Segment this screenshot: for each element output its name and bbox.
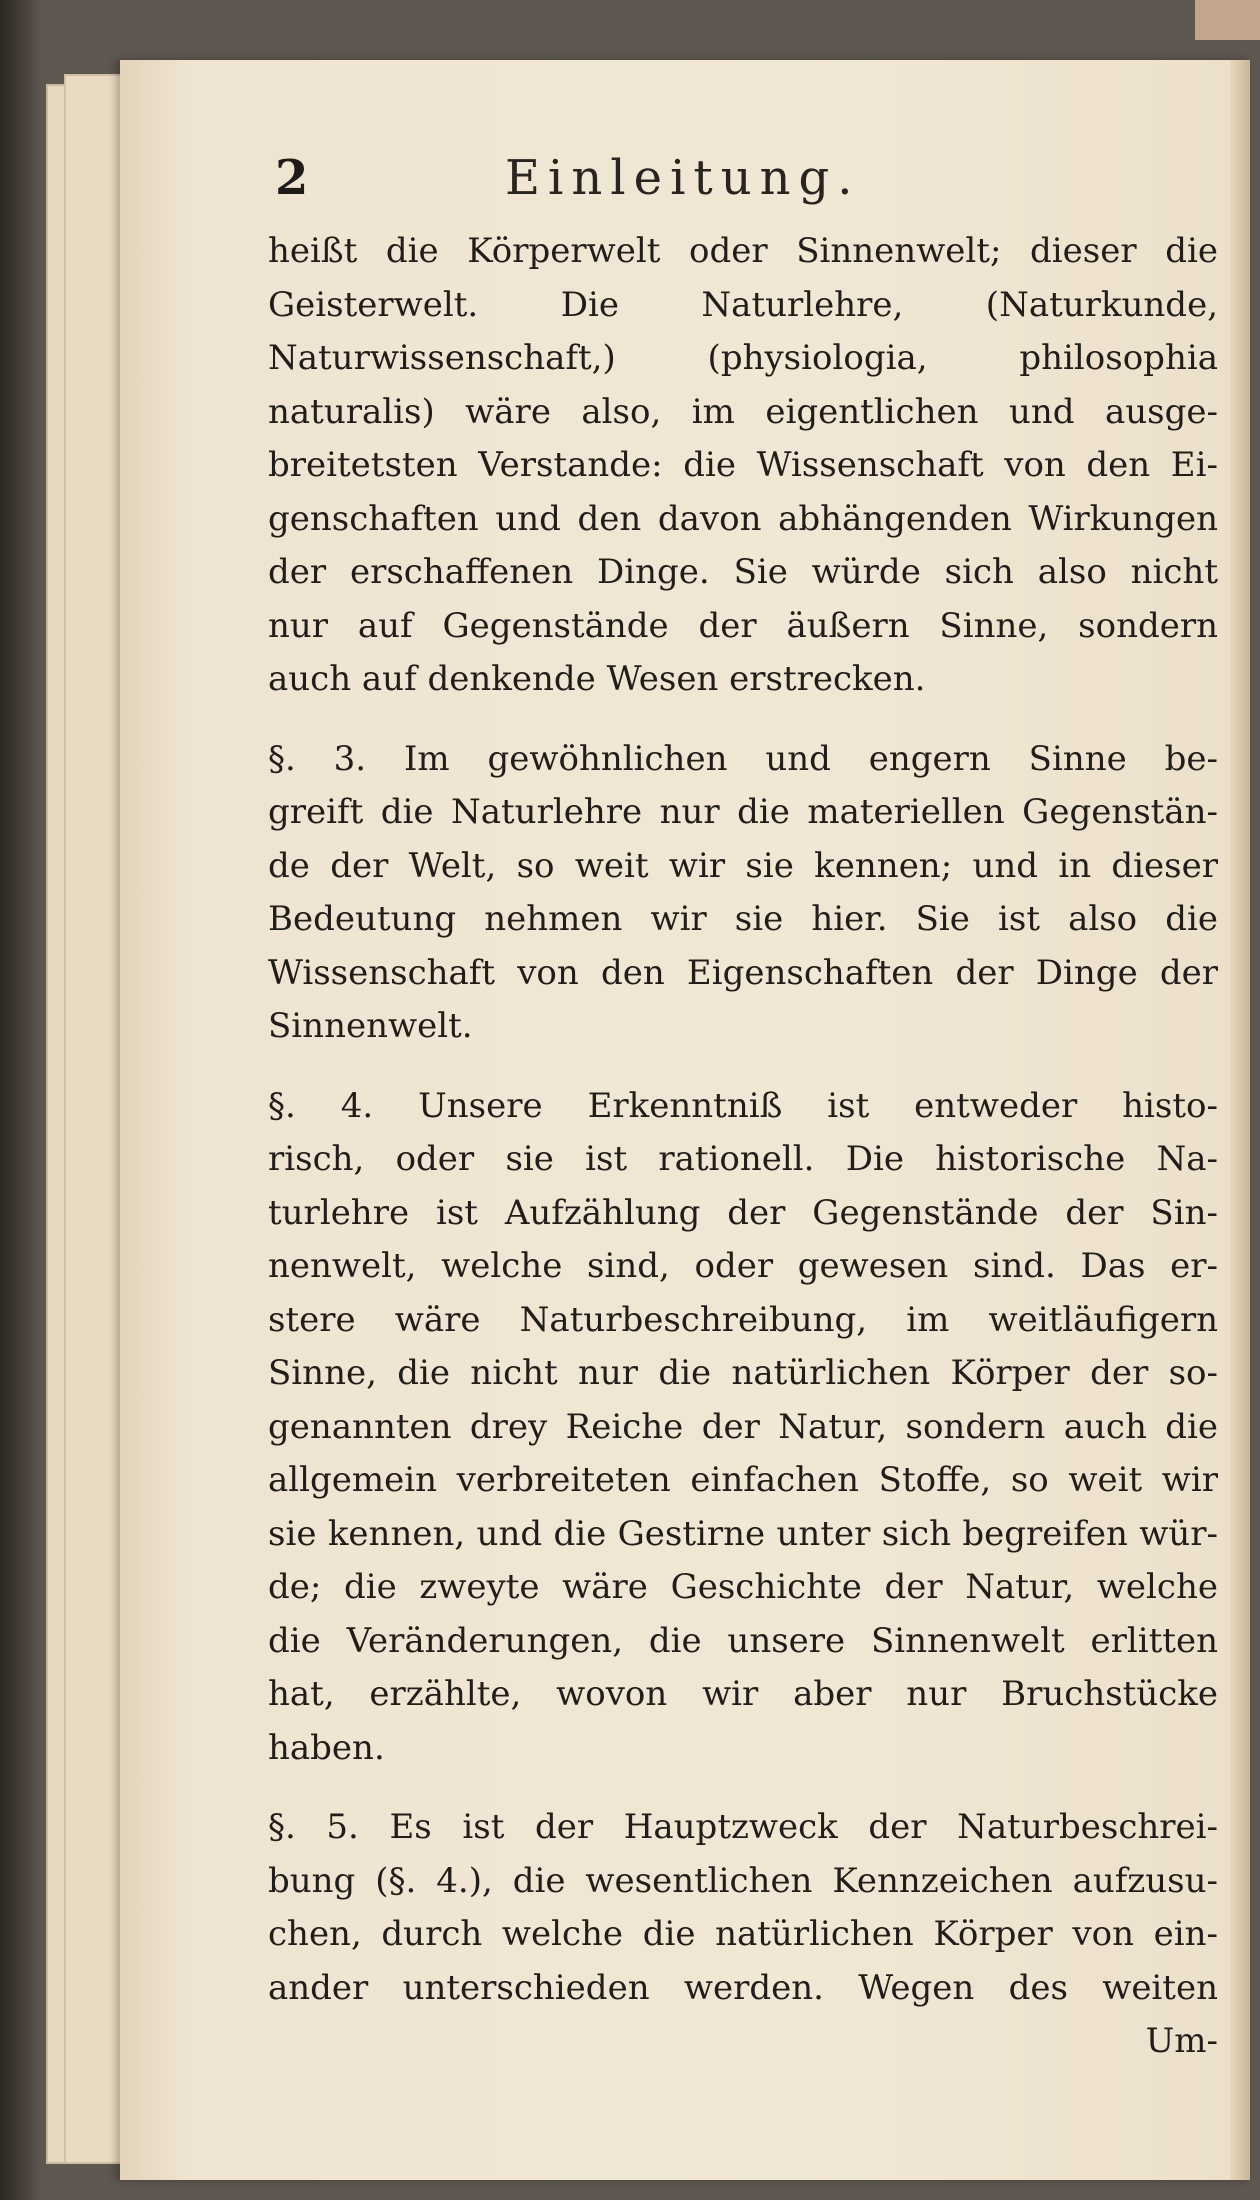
text-line: heißt die Körperwelt oder Sinnenwelt; dieser die bbox=[268, 231, 1218, 271]
running-title: Einleitung. bbox=[505, 150, 861, 206]
text-line: sie kennen, und die Gestirne unter sich begreifen wür- bbox=[268, 1513, 1218, 1554]
corner-background bbox=[1195, 0, 1260, 40]
text-line: allgemein verbreiteten einfachen Stoffe, so weit wir bbox=[268, 1460, 1218, 1500]
text-line: naturalis) wäre also, im eigentlichen und ausge- bbox=[268, 391, 1218, 432]
text-line: ander unterschieden werden. Wegen des weiten bbox=[268, 1967, 1218, 2008]
page-edge bbox=[1230, 60, 1250, 2180]
text-line: Naturwissenschaft,) (physiologia, philosophia bbox=[268, 338, 1218, 378]
catchword: Um- bbox=[1145, 2021, 1218, 2061]
text-line: nenwelt, welche sind, oder gewesen sind. Das er- bbox=[268, 1246, 1218, 1286]
text-line: §. 5. Es ist der Hauptzweck der Naturbeschrei- bbox=[268, 1807, 1218, 1847]
text-line: turlehre ist Aufzählung der Gegenstände der Sin- bbox=[268, 1192, 1218, 1233]
text-line: §. 4. Unsere Erkenntniß ist entweder histo- bbox=[268, 1085, 1218, 1126]
text-line: der erschaffenen Dinge. Sie würde sich also nicht bbox=[268, 552, 1218, 592]
paragraph-section-5 bbox=[268, 1801, 1218, 2069]
text-line: auch auf denkende Wesen erstrecken. bbox=[268, 659, 926, 699]
text-line: die Veränderungen, die unsere Sinnenwelt erlitten bbox=[268, 1620, 1218, 1661]
text-line: Bedeutung nehmen wir sie hier. Sie ist also die bbox=[268, 899, 1218, 939]
paragraph-gap bbox=[268, 1775, 1218, 1801]
text-line: stere wäre Naturbeschreibung, im weitläufigern bbox=[268, 1299, 1218, 1340]
text-line: breitetsten Verstande: die Wissenschaft von den Ei- bbox=[268, 445, 1218, 485]
page-header bbox=[275, 150, 1175, 220]
paragraph-section-3 bbox=[268, 733, 1218, 1054]
paragraph-gap bbox=[268, 1054, 1218, 1080]
text-line: bung (§. 4.), die wesentlichen Kennzeichen aufzusu- bbox=[268, 1860, 1218, 1901]
text-line: risch, oder sie ist rationell. Die historische Na- bbox=[268, 1139, 1218, 1179]
paragraph-gap bbox=[268, 707, 1218, 733]
text-line: Wissenschaft von den Eigenschaften der Dinge der bbox=[268, 952, 1218, 993]
paragraph-1 bbox=[268, 225, 1218, 707]
spine-shadow bbox=[0, 0, 40, 2200]
text-line: Sinne, die nicht nur die natürlichen Körper der so- bbox=[268, 1353, 1218, 1393]
text-line: genannten drey Reiche der Natur, sondern auch die bbox=[268, 1406, 1218, 1447]
page-number: 2 bbox=[275, 150, 309, 206]
text-line: de; die zweyte wäre Geschichte der Natur, welche bbox=[268, 1567, 1218, 1607]
body-text bbox=[268, 225, 1218, 2069]
text-line: §. 3. Im gewöhnlichen und engern Sinne be- bbox=[268, 738, 1218, 779]
text-line: hat, erzählte, wovon wir aber nur Bruchstücke bbox=[268, 1674, 1218, 1714]
text-line: Sinnenwelt. bbox=[268, 1006, 473, 1046]
text-line: chen, durch welche die natürlichen Körper von ein- bbox=[268, 1914, 1218, 1954]
text-line: de der Welt, so weit wir sie kennen; und in dieser bbox=[268, 845, 1218, 886]
paragraph-section-4 bbox=[268, 1080, 1218, 1776]
text-line: haben. bbox=[268, 1727, 385, 1768]
text-line: nur auf Gegenstände der äußern Sinne, sondern bbox=[268, 605, 1218, 646]
text-line: Geisterwelt. Die Naturlehre, (Naturkunde, bbox=[268, 284, 1218, 325]
text-line: genschaften und den davon abhängenden Wirkungen bbox=[268, 498, 1218, 539]
text-line: greift die Naturlehre nur die materiellen Gegenstän- bbox=[268, 792, 1218, 832]
